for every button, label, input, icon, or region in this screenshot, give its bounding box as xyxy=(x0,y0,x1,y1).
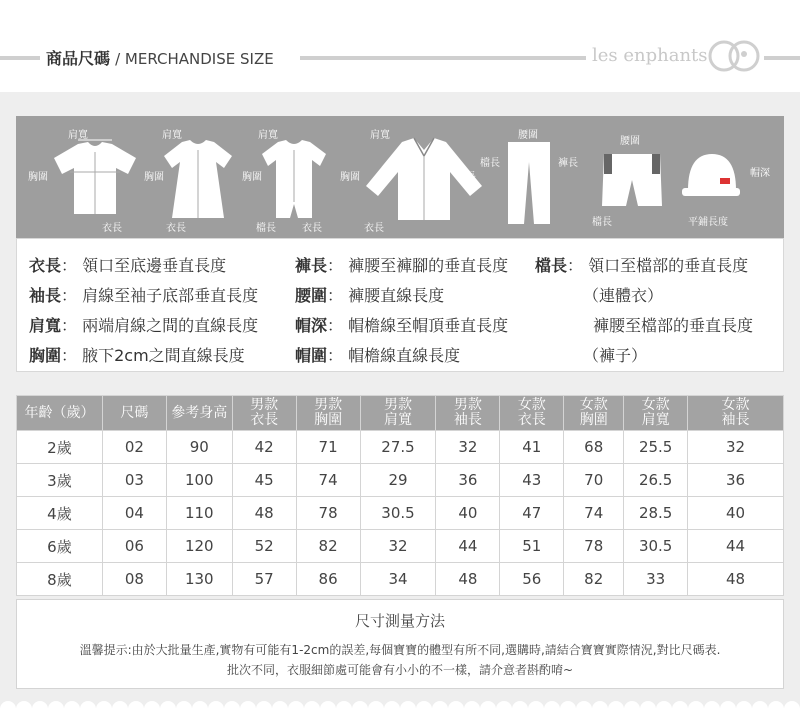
header-text: 男款 xyxy=(250,397,279,413)
table-cell: 74 xyxy=(564,497,624,530)
measurement-diagram xyxy=(16,116,784,238)
label-waist-5: 腰圍 xyxy=(518,130,538,141)
table-row xyxy=(17,563,784,596)
table-cell: 08 xyxy=(102,563,166,596)
label-chest-4: 胸圍 xyxy=(340,172,360,183)
table-cell: 44 xyxy=(436,530,500,563)
definitions-panel xyxy=(16,238,784,372)
header-text: 衣長 xyxy=(250,412,279,428)
header-text: 胸圍 xyxy=(314,412,343,428)
label-chest-3: 胸圍 xyxy=(242,172,262,183)
label-flat-length: 平鋪長度 xyxy=(688,217,728,228)
table-cell: 42 xyxy=(232,431,296,464)
table-cell: 52 xyxy=(232,530,296,563)
table-cell: 48 xyxy=(688,563,784,596)
label-chest-1: 胸圍 xyxy=(28,172,48,183)
table-row xyxy=(17,497,784,530)
note-line-2: 批次不同，衣服細節處可能會有小小的不一樣，請介意者斟酌唷~ xyxy=(226,663,574,677)
def-hat-depth: 帽深： 帽檐線至帽頂垂直長度 xyxy=(295,316,509,335)
header-text: 肩寬 xyxy=(641,412,670,428)
table-cell: 29 xyxy=(360,464,436,497)
table-cell: 03 xyxy=(102,464,166,497)
table-cell: 47 xyxy=(500,497,564,530)
table-cell: 32 xyxy=(688,431,784,464)
long-pants-icon xyxy=(504,138,554,226)
label-length-1: 衣長 xyxy=(102,223,122,234)
header-text: 女款 xyxy=(517,397,546,413)
table-header-cell xyxy=(17,396,103,431)
label-shoulder-4: 肩寬 xyxy=(370,130,390,141)
table-cell: 57 xyxy=(232,563,296,596)
label-length-4: 衣長 xyxy=(364,223,384,234)
def-shoulder: 肩寬： 兩端肩線之間的直線長度 xyxy=(29,316,259,335)
header-text: 男款 xyxy=(453,397,482,413)
table-cell: 30.5 xyxy=(360,497,436,530)
label-sleeve-4: 袖長 xyxy=(456,172,476,183)
table-cell: 48 xyxy=(232,497,296,530)
table-cell: 78 xyxy=(564,530,624,563)
table-cell: 28.5 xyxy=(624,497,688,530)
table-header-row xyxy=(17,396,784,431)
table-cell: 26.5 xyxy=(624,464,688,497)
def-sleeve: 袖長： 肩線至袖子底部垂直長度 xyxy=(29,286,259,305)
table-cell: 06 xyxy=(102,530,166,563)
table-cell: 71 xyxy=(296,431,360,464)
note-line-1: 溫馨提示:由於大批量生產,實物有可能有1-2cm的誤差,每個寶寶的體型有所不同,選購時,請結合寶寶實際情況,對比尺碼表. xyxy=(79,643,721,657)
label-shoulder-3: 肩寬 xyxy=(258,130,278,141)
table-cell: 48 xyxy=(436,563,500,596)
table-header-cell xyxy=(624,396,688,431)
table-row xyxy=(17,464,784,497)
def-pants-note: （褲子） xyxy=(583,346,648,365)
table-header-cell xyxy=(688,396,784,431)
table-cell: 82 xyxy=(296,530,360,563)
header-text: 參考身高 xyxy=(171,404,228,421)
page-title xyxy=(46,46,280,69)
label-shoulder-2: 肩寬 xyxy=(162,130,182,141)
header-text: 年齡（歲） xyxy=(24,404,95,421)
elephant-logo-icon xyxy=(708,40,760,72)
table-cell: 40 xyxy=(688,497,784,530)
header-text: 女款 xyxy=(579,397,608,413)
tshirt-icon xyxy=(50,138,140,218)
table-header-cell xyxy=(296,396,360,431)
scallop-border xyxy=(0,700,800,717)
header-rule-right xyxy=(764,56,800,60)
header-text: 袖長 xyxy=(721,412,750,428)
table-cell: 30.5 xyxy=(624,530,688,563)
label-length-3: 衣長 xyxy=(302,223,322,234)
def-pant-length: 褲長： 褲腰至褲腳的垂直長度 xyxy=(295,256,509,275)
table-header-cell xyxy=(166,396,232,431)
table-cell: 45 xyxy=(232,464,296,497)
table-cell: 8歲 xyxy=(17,563,103,596)
label-length-2: 衣長 xyxy=(166,223,186,234)
table-cell: 27.5 xyxy=(360,431,436,464)
def-length: 衣長： 領口至底邊垂直長度 xyxy=(29,256,227,275)
table-cell: 44 xyxy=(688,530,784,563)
label-pant-length-5: 褲長 xyxy=(558,158,578,169)
table-body xyxy=(17,431,784,596)
header-text: 胸圍 xyxy=(579,412,608,428)
label-chest-2: 胸圍 xyxy=(144,172,164,183)
label-hat-depth: 帽深 xyxy=(750,168,770,179)
shorts-icon xyxy=(600,150,664,210)
table-cell: 34 xyxy=(360,563,436,596)
table-cell: 110 xyxy=(166,497,232,530)
table-header-cell xyxy=(564,396,624,431)
table-cell: 82 xyxy=(564,563,624,596)
table-cell: 51 xyxy=(500,530,564,563)
table-cell: 2歲 xyxy=(17,431,103,464)
table-cell: 4歲 xyxy=(17,497,103,530)
table-cell: 86 xyxy=(296,563,360,596)
header-rule-mid xyxy=(300,56,590,60)
table-cell: 100 xyxy=(166,464,232,497)
table-header-cell xyxy=(102,396,166,431)
table-cell: 04 xyxy=(102,497,166,530)
label-crotch-6: 檔長 xyxy=(592,217,612,228)
table-cell: 40 xyxy=(436,497,500,530)
table-cell: 68 xyxy=(564,431,624,464)
note-title: 尺寸測量方法 xyxy=(354,612,445,630)
dress-icon xyxy=(160,138,236,220)
label-crotch-5: 檔長 xyxy=(480,158,500,169)
table-cell: 120 xyxy=(166,530,232,563)
hat-icon xyxy=(680,150,742,200)
table-cell: 36 xyxy=(688,464,784,497)
table-cell: 02 xyxy=(102,431,166,464)
table-cell: 36 xyxy=(436,464,500,497)
def-chest: 胸圍： 腋下2cm之間直線長度 xyxy=(29,346,245,365)
header-text: 女款 xyxy=(641,397,670,413)
title-cn: 商品尺碼 xyxy=(46,49,111,68)
table-cell: 41 xyxy=(500,431,564,464)
table-header-cell xyxy=(232,396,296,431)
table-cell: 43 xyxy=(500,464,564,497)
header-text: 肩寬 xyxy=(384,412,412,428)
title-en: / MERCHANDISE SIZE xyxy=(115,50,274,68)
table-cell: 90 xyxy=(166,431,232,464)
table-cell: 74 xyxy=(296,464,360,497)
table-cell: 78 xyxy=(296,497,360,530)
measurement-note xyxy=(16,599,784,689)
table-header-cell xyxy=(436,396,500,431)
table-cell: 70 xyxy=(564,464,624,497)
table-cell: 33 xyxy=(624,563,688,596)
label-waist-6: 腰圍 xyxy=(620,136,640,147)
table-header-cell xyxy=(500,396,564,431)
def-crotch: 檔長： 領口至檔部的垂直長度 xyxy=(535,256,749,275)
table-cell: 6歲 xyxy=(17,530,103,563)
label-crotch-3: 檔長 xyxy=(256,223,276,234)
table-row xyxy=(17,431,784,464)
header-text: 袖長 xyxy=(453,412,482,428)
table-cell: 3歲 xyxy=(17,464,103,497)
label-shoulder-1: 肩寬 xyxy=(68,130,88,141)
table-row xyxy=(17,530,784,563)
def-waist: 腰圍： 褲腰直線長度 xyxy=(295,286,445,305)
table-cell: 56 xyxy=(500,563,564,596)
header-text: 衣長 xyxy=(517,412,546,428)
header-text: 男款 xyxy=(384,397,412,413)
brand-name: les enphants xyxy=(586,45,714,66)
romper-icon xyxy=(258,138,330,222)
header-rule-left xyxy=(0,56,40,60)
size-table xyxy=(16,395,784,596)
header-text: 男款 xyxy=(314,397,343,413)
table-cell: 32 xyxy=(436,431,500,464)
def-pants-crotch: 褲腰至檔部的垂直長度 xyxy=(593,316,754,335)
table-cell: 32 xyxy=(360,530,436,563)
table-cell: 25.5 xyxy=(624,431,688,464)
table-header-cell xyxy=(360,396,436,431)
header-text: 女款 xyxy=(721,397,750,413)
page-header xyxy=(0,0,800,92)
header-text: 尺碼 xyxy=(120,404,149,421)
def-onesie-note: （連體衣） xyxy=(583,286,664,305)
def-hat-circ: 帽圍： 帽檐線直線長度 xyxy=(295,346,461,365)
table-cell: 130 xyxy=(166,563,232,596)
